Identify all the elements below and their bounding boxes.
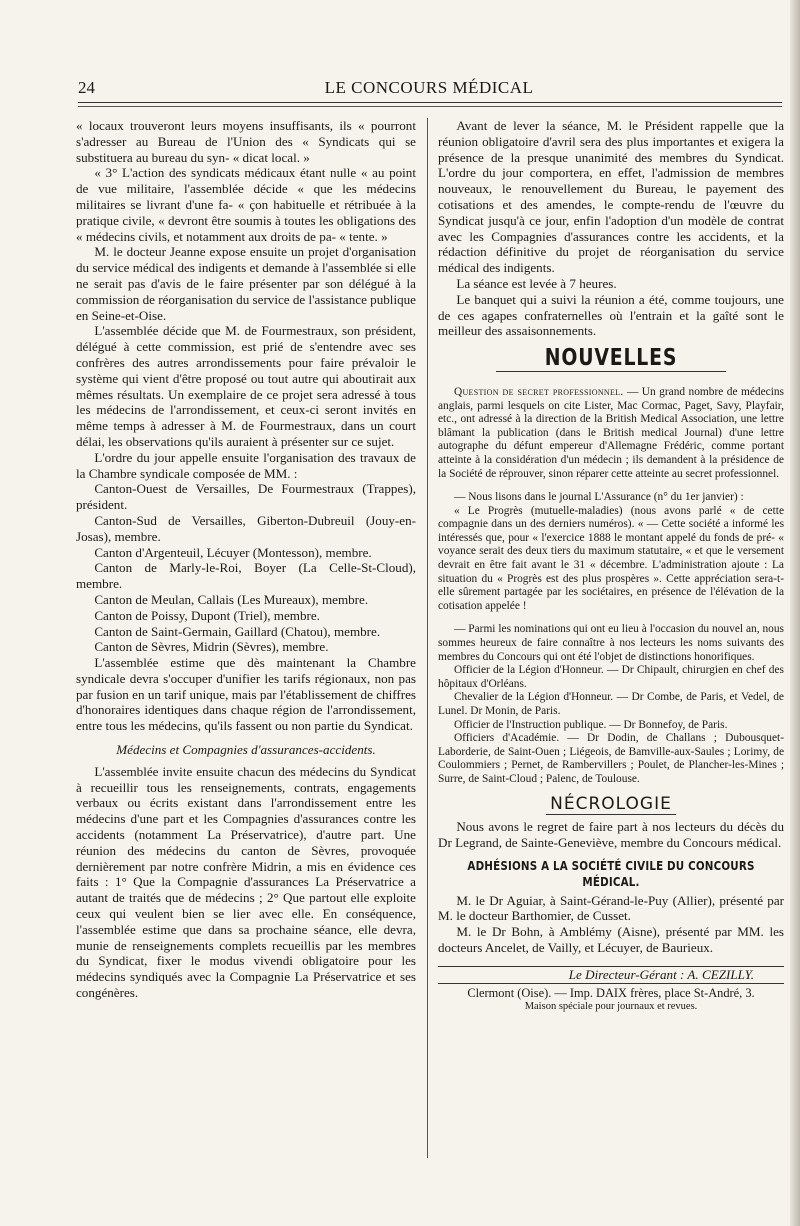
adhesion-entry: M. le Dr Bohn, à Amblémy (Aisne), présenté par MM. les docteurs Ancelet, de Vailly, et Lécuyer, de Baurieux. — [438, 924, 784, 955]
member-entry: Canton de Poissy, Dupont (Triel), membre. — [94, 607, 320, 623]
paragraph-quote-militaire: « 3° L'action des syndicats médicaux étant nulle « au point de vue militaire, l'assemblée décide « que les médecins militaires se livrant d'une fa- « çon habituelle et rétribuée à la pratique civile, « devront être soumis à toutes les obligations des « médecins civils, et notamment aux droits de pa- « tente. » — [76, 165, 416, 244]
secret-text: — Un grand nombre de médecins anglais, parmi lesquels on cite Lister, Mac Cormac, Paget, Savy, Playfair, etc., ont adressé à la direction de la British Medical Association, une lettre blâmant la publication (dans le British medical Journal) d'une lettre autographe du défunt empereur d'Allemagne Frédéric, comme portant atteinte à la considération d'un médecin ; ils demandent à la présidence de la Société de réprouver, sinon réparer cette atteinte au secret professionnel. — [438, 385, 784, 480]
paragraph-ordre-du-jour: L'ordre du jour appelle ensuite l'organisation des travaux de la Chambre syndicale composée de MM. : — [76, 449, 416, 481]
header-rule — [78, 102, 782, 103]
adhesions-heading: ADHÉSIONS A LA SOCIÉTÉ CIVILE DU CONCOURS MÉDICAL. — [467, 858, 755, 889]
necrologie-heading: NÉCROLOGIE — [550, 793, 672, 814]
nomination-instruction: Officier de l'Instruction publique. — Dr Bonnefoy, de Paris. — [453, 718, 728, 731]
right-column — [438, 118, 784, 1014]
paragraph-fourmestraux: L'assemblée décide que M. de Fourmestraux, son président, délégué à cette commission, est prié de s'entendre avec ses confrères des autres arrondissements pour faire prévaloir le système qui vient d'être proposé ou tout autre qui aboutirait aux mêmes résultats. Un exemplaire de ce projet sera adressé à tous les médecins de l'arrondissement, et ceux-ci seront invités en même temps à adresser à M. de Fourmestraux, dans un court délai, les observations qu'ils auraient à présenter sur ce sujet. — [76, 323, 416, 449]
header-rule-secondary — [78, 106, 782, 107]
secret-professionnel-item — [438, 386, 784, 481]
paragraph-quote-locaux: « locaux trouveront leurs moyens insuffisants, ils « pourront s'adresser au Bureau de l'Union des « Syndicats qui se substituera au bureau du syn- « dicat local. » — [76, 118, 416, 165]
paragraph-jeanne: M. le docteur Jeanne expose ensuite un projet d'organisation du service médical des indigents et demande à l'assemblée si elle ne serait pas d'avis de le faire présenter par son délégué à la commission de réorganisation du service de l'assistance publique en Seine-et-Oise. — [76, 244, 416, 323]
member-entry: Canton de Meulan, Callais (Les Mureaux), membre. — [94, 591, 369, 607]
paragraph-tarifs: L'assemblée estime que dès maintenant la Chambre syndicale devra s'occuper d'unifier les tarifs régionaux, non pas par fusion en un tarif unique, mais par l'établissement de chiffres d'honoraires identiques dans chaque région de l'arrondissement, entre tous les médecins, qu'ils fassent ou non partie du Syndicat. — [76, 655, 416, 734]
printer-imprint — [438, 983, 784, 1014]
assurance-quote: « Le Progrès (mutuelle-maladies) (nous avons parlé « de cette compagnie dans un des derniers numéros). « — Cette société a informé les intéressés que, pour « l'exercice 1888 le montant appelé du fonds de pré- « voyance serait des deux tiers du maximum statutaire, « et que le versement devrait en être fait avant le 31 « décembre. L'administration ajoute : La situation du « Progrès est des plus prospères ». Cette appréciation sera-t-elle sûrement partagée par les sociétaires, en présence de l'élévation de la cotisation appelée ! — [438, 504, 784, 612]
paragraph-assurances: L'assemblée invite ensuite chacun des médecins du Syndicat à recueillir tous les renseignements, contrats, engagements verbaux ou écrits existant dans l'arrondissement entre les médecins d'une part et les Compagnies d'assurances contre les accidents (notamment La Préservatrice), d'autre part. Une réunion des médecins du canton de Sèvres, provoquée dernièrement par notre confrère Midrin, a mis en évidence ces faits : 1° Que la Compagnie d'assurances La Préservatrice a autant de traités que de médecins ; 2° Que partout elle exploite ceux qui veulent bien se lier avec elle. En conséquence, l'assemblée estime que dans sa prochaine séance, elle devra, munie de renseignements complets recueillis par les membres du Syndicat, fixer le modus vivendi obligatoire pour les médecins syndiqués avec la Compagnie La Préservatrice et ses congénères. — [76, 763, 416, 1001]
column-divider — [427, 118, 428, 1158]
section-subheading: Médecins et Compagnies d'assurances-accidents. — [116, 742, 376, 758]
secret-lead: Question de secret professionnel. — [453, 385, 624, 398]
paragraph-seance: Avant de lever la séance, M. le Président rappelle que la réunion obligatoire d'avril sera des plus importantes et exigera la présence de la presque unanimité des membres du Syndicat. L'ordre du jour comportera, en effet, l'admission de membres nouveaux, le renouvellement du Bureau, le payement des cotisations et des amendes, le compte-rendu de l'œuvre du Syndicat jusqu'à ce jour, enfin l'adoption d'un modèle de contrat avec les Compagnies d'assurances contre les accidents, et la rédaction définitive du projet de réorganisation du service médical des indigents. — [438, 118, 784, 276]
nomination-legion-chevalier: Chevalier de la Légion d'Honneur. — Dr Combe, de Paris, et Vedel, de Lunel. Dr Monin, de Paris. — [438, 691, 784, 718]
member-entry: Canton de Saint-Germain, Gaillard (Chatou), membre. — [94, 623, 381, 639]
page-number: 24 — [78, 78, 95, 97]
member-entry: Canton de Marly-le-Roi, Boyer (La Celle-St-Cloud), membre. — [76, 560, 416, 592]
member-entry: Canton-Ouest de Versailles, De Fourmestraux (Trappes), président. — [76, 481, 416, 513]
paragraph-banquet: Le banquet qui a suivi la réunion a été, comme toujours, une de ces agapes confraternelles où l'entrain et la gaîté sont le meilleur des assaisonnements. — [438, 291, 784, 339]
printer-line: Clermont (Oise). — Imp. DAIX frères, place St-André, 3. — [467, 985, 755, 1000]
nomination-academie: Officiers d'Académie. — Dr Dodin, de Challans ; Dubousquet-Laborderie, de Saint-Ouen ; Liégeois, de Bamville-aux-Saules ; Lorimy, de Coulommiers ; Pernet, de Rambervillers ; Poulet, de Plancher-les-Mines ; Surre, de Saint-Cloud ; Palenc, de Toulouse. — [438, 732, 784, 785]
paragraph-levee: La séance est levée à 7 heures. — [456, 275, 617, 291]
director-signature: Le Directeur-Gérant : A. CEZILLY. — [568, 966, 754, 982]
nouvelles-heading: NOUVELLES — [544, 345, 678, 372]
necrologie-text: Nous avons le regret de faire part à nos lecteurs du décès du Dr Legrand, de Sainte-Geneviève, membre du Concours médical. — [438, 819, 784, 851]
page-edge-shadow — [790, 0, 800, 1226]
member-entry: Canton d'Argenteuil, Lécuyer (Montesson), membre. — [94, 544, 372, 560]
member-entry: Canton-Sud de Versailles, Giberton-Dubreuil (Jouy-en-Josas), membre. — [76, 512, 416, 544]
left-column — [76, 118, 416, 1001]
nomination-legion-officier: Officier de la Légion d'Honneur. — Dr Chipault, chirurgien en chef des hôpitaux d'Orléans. — [438, 664, 784, 690]
adhesion-entry: M. le Dr Aguiar, à Saint-Gérand-le-Puy (Allier), présenté par M. le docteur Barthomier, de Cusset. — [438, 892, 784, 924]
printer-subline: Maison spéciale pour journaux et revues. — [524, 1000, 698, 1012]
assurance-intro: — Nous lisons dans le journal L'Assurance (n° du 1er janvier) : — [453, 491, 744, 504]
nominations-intro: — Parmi les nominations qui ont eu lieu à l'occasion du nouvel an, nous sommes heureux de faire connaître à nos lecteurs les noms suivants des membres du Concours qui ont été l'objet de distinctions honorifiques. — [438, 623, 784, 663]
journal-title: LE CONCOURS MÉDICAL — [324, 78, 534, 97]
nouvelles-section — [438, 386, 784, 787]
member-entry: Canton de Sèvres, Midrin (Sèvres), membre. — [94, 639, 329, 655]
necrologie-rule — [546, 814, 676, 815]
page-header — [78, 74, 780, 100]
